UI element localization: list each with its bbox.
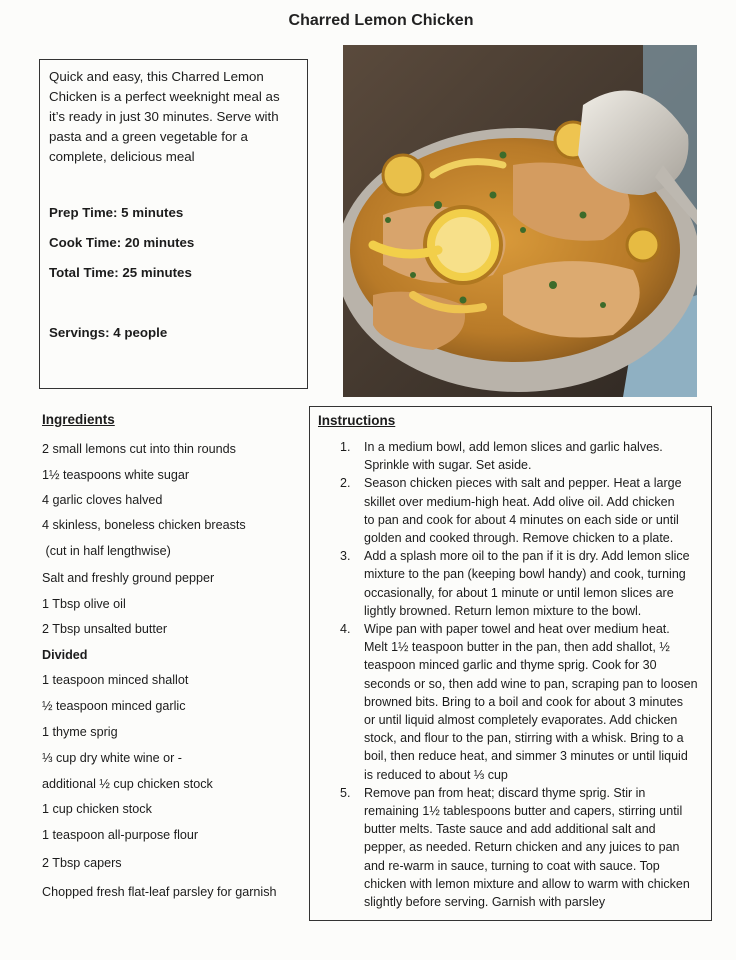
recipe-title: Charred Lemon Chicken — [288, 12, 474, 29]
step-number: 1. — [340, 440, 351, 454]
step-line: Season chicken pieces with salt and pepper. Heat a large — [364, 476, 682, 491]
step-line: skillet over medium-high heat. Add olive oil. Add chicken — [364, 494, 675, 509]
intro-line: Quick and easy, this Charred Lemon — [49, 69, 264, 84]
step-line: occasionally, for about 1 minute or until lemon slices are — [364, 585, 674, 600]
step-line: Sprinkle with sugar. Set aside. — [364, 458, 532, 473]
summary-box — [39, 59, 308, 389]
instructions-list — [318, 438, 703, 911]
instructions-box — [309, 406, 712, 921]
intro-text — [49, 67, 298, 167]
step-line: Melt 1½ teaspoon butter in the pan, then add shallot, ½ — [364, 640, 670, 655]
step-line: is reduced to about ⅓ cup — [364, 767, 508, 782]
ingredient-item: 1 Tbsp olive oil — [42, 597, 126, 611]
step-line: butter melts. Taste sauce and add additional salt and — [364, 822, 656, 837]
total-time: Total Time: 25 minutes — [49, 265, 192, 280]
step-line: slightly before serving. Garnish with parsley — [364, 895, 606, 910]
step-line: Add a splash more oil to the pan if it is dry. Add lemon slice — [364, 549, 690, 564]
ingredient-item: (cut in half lengthwise) — [42, 544, 171, 558]
step-line: Wipe pan with paper towel and heat over medium heat. — [364, 622, 670, 637]
instruction-step — [318, 438, 703, 474]
ingredient-item: 1 thyme sprig — [42, 725, 118, 739]
step-line: mixture to the pan (keeping bowl handy) and cook, turning — [364, 567, 686, 582]
ingredient-item: 1½ teaspoons white sugar — [42, 468, 190, 482]
ingredient-item: Salt and freshly ground pepper — [42, 571, 215, 585]
ingredient-item: 4 skinless, boneless chicken breasts — [42, 518, 246, 532]
intro-line: Chicken is a perfect weeknight meal as — [49, 89, 280, 104]
ingredient-item: 2 small lemons cut into thin rounds — [42, 442, 236, 456]
step-line: stock, and flour to the pan, stirring with a whisk. Bring to a — [364, 731, 684, 746]
step-number: 2. — [340, 476, 351, 491]
step-line: browned bits. Bring to a boil and cook for about 3 minutes — [364, 694, 683, 709]
step-line: teaspoon minced garlic and thyme sprig. Cook for 30 — [364, 658, 657, 673]
dish-photo-illustration — [343, 45, 697, 397]
step-line: or until liquid almost completely evaporates. Add chicken — [364, 713, 678, 728]
ingredients-section — [42, 412, 297, 899]
ingredient-item: 1 teaspoon all-purpose flour — [42, 828, 199, 842]
step-line: and re-warm in sauce, turning to coat with sauce. Top — [364, 858, 660, 873]
step-line: In a medium bowl, add lemon slices and garlic halves. — [364, 440, 663, 454]
prep-time: Prep Time: 5 minutes — [49, 205, 184, 220]
instruction-step — [318, 784, 703, 911]
step-line: to pan and cook for about 4 minutes on each side or until — [364, 512, 679, 527]
ingredient-item: additional ½ cup chicken stock — [42, 777, 213, 791]
servings: Servings: 4 people — [49, 325, 168, 340]
step-line: Remove pan from heat; discard thyme sprig. Stir in — [364, 785, 646, 800]
ingredient-note: Divided — [42, 648, 88, 662]
instruction-step — [318, 620, 703, 784]
intro-line: it’s ready in just 30 minutes. Serve with — [49, 109, 279, 124]
ingredient-item: 4 garlic cloves halved — [42, 493, 163, 507]
step-line: pepper, as needed. Return chicken and any juices to pan — [364, 840, 680, 855]
step-line: chicken with lemon mixture and allow to warm with chicken — [364, 876, 690, 891]
step-number: 5. — [340, 785, 351, 800]
ingredient-item: 1 cup chicken stock — [42, 802, 152, 816]
step-line: boil, then reduce heat, and simmer 3 minutes or until liquid — [364, 749, 688, 764]
step-line: golden and cooked through. Remove chicken to a plate. — [364, 531, 674, 546]
instructions-heading: Instructions — [318, 413, 396, 428]
ingredient-item: ⅓ cup dry white wine or - — [42, 751, 182, 765]
step-number: 4. — [340, 622, 351, 637]
cook-time: Cook Time: 20 minutes — [49, 235, 195, 250]
ingredient-item: Chopped fresh flat-leaf parsley for garnish — [42, 885, 277, 899]
intro-line: pasta and a green vegetable for a — [49, 129, 248, 144]
step-number: 3. — [340, 549, 351, 564]
instruction-step — [318, 547, 703, 620]
ingredient-item: 1 teaspoon minced shallot — [42, 673, 189, 687]
dish-photo — [343, 45, 697, 397]
ingredient-item: 2 Tbsp unsalted butter — [42, 622, 168, 636]
ingredients-heading: Ingredients — [42, 412, 115, 427]
intro-line: complete, delicious meal — [49, 149, 195, 164]
step-line: remaining 1½ tablespoons butter and capers, stirring until — [364, 804, 683, 819]
step-line: lightly browned. Return lemon mixture to the bowl. — [364, 603, 642, 618]
ingredient-item: ½ teaspoon minced garlic — [42, 699, 186, 713]
ingredient-item: 2 Tbsp capers — [42, 856, 122, 870]
instruction-step — [318, 474, 703, 547]
step-line: seconds or so, then add wine to pan, scraping pan to loosen — [364, 676, 698, 691]
